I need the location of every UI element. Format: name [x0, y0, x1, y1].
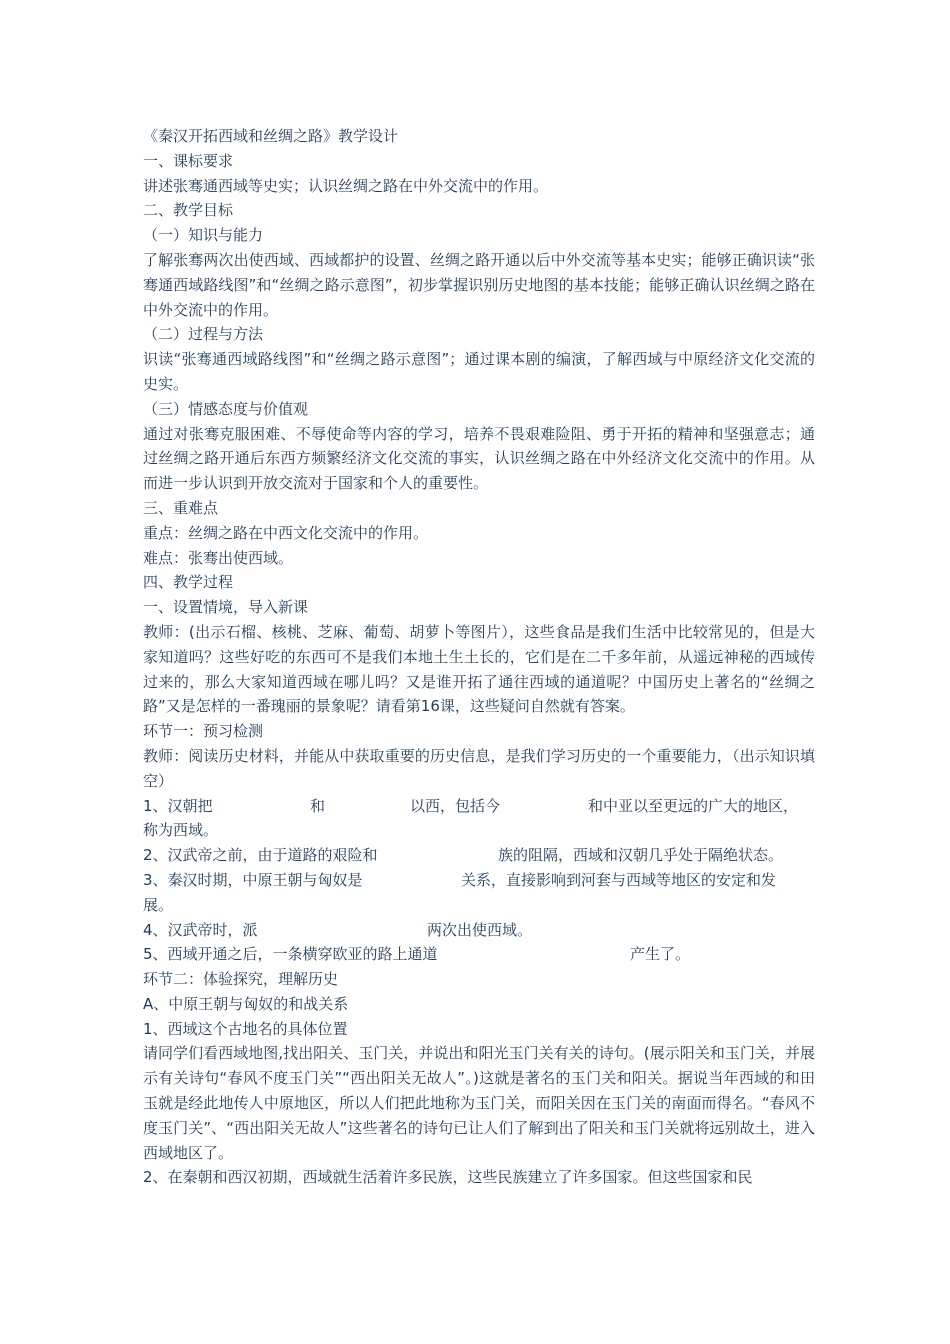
- q4-part-a: 4、汉武帝时，派: [143, 920, 258, 939]
- q4-part-b: 两次出使西域。: [427, 920, 533, 939]
- q1-part-d: 和中亚以至更远的广大的地区，: [588, 796, 799, 815]
- q3-part-b: 关系，直接影响到河套与西域等地区的安定和发: [461, 870, 777, 889]
- q1-part-b: 和: [310, 796, 326, 815]
- link-heading-preview: 环节一：预习检测: [143, 722, 264, 741]
- part-a-item-2-paragraph: 2、在秦朝和西汉初期，西域就生活着许多民族，这些民族建立了许多国家。但这些国家和民: [143, 1168, 753, 1187]
- fill-question-2: [143, 843, 815, 868]
- q5-part-a: 5、西域开通之后，一条横穿欧亚的路上通道: [143, 945, 438, 964]
- curriculum-text: 讲述张骞通西域等史实；认识丝绸之路在中外交流中的作用。: [143, 176, 549, 195]
- step-heading-intro: 一、设置情境，导入新课: [143, 598, 309, 617]
- key-point-text: 重点：丝绸之路在中西文化交流中的作用。: [143, 523, 429, 542]
- section-heading-process: 四、教学过程: [143, 573, 234, 592]
- subheading-knowledge: （一）知识与能力: [143, 226, 264, 245]
- q5-part-b: 产生了。: [630, 945, 691, 964]
- process-paragraph: 识读“张骞通西域路线图”和“丝绸之路示意图”；通过课本剧的编演，了解西域与中原经济文化交流的史实。: [143, 350, 815, 393]
- fill-question-3: [143, 868, 815, 918]
- section-heading-key-points: 三、重难点: [143, 498, 219, 517]
- preview-paragraph: 教师：阅读历史材料，并能从中获取重要的历史信息，是我们学习历史的一个重要能力，（出示知识填空）: [143, 746, 815, 790]
- q2-part-a: 2、汉武帝之前，由于道路的艰险和: [143, 846, 378, 865]
- fill-question-1: [143, 794, 815, 844]
- q1-part-e: 称为西域。: [143, 821, 219, 840]
- section-heading-curriculum: 一、课标要求: [143, 151, 234, 170]
- q1-part-c: 以西，包括今: [410, 796, 501, 815]
- q3-part-c: 展。: [143, 895, 174, 914]
- difficult-point-text: 难点：张骞出使西域。: [143, 548, 294, 567]
- intro-paragraph: 教师：(出示石榴、核桃、芝麻、葡萄、胡萝卜等图片），这些食品是我们生活中比较常见的，但是大家知道吗？这些好吃的东西可不是我们本地土生土长的，它们是在二千多年前，从遥远神秘的西域传过来的，那么大家知道西域在哪儿吗？又是谁开拓了通往西域的通道呢？中国历史上著名的“丝绸之路”又是怎样的一番瑰丽的景象呢？请看第16课，这些疑问自然就有答案。: [143, 622, 815, 716]
- section-heading-objectives: 二、教学目标: [143, 201, 234, 220]
- document-page: [143, 124, 815, 1190]
- link-heading-explore: 环节二：体验探究，理解历史: [143, 970, 339, 989]
- part-a-item-1: 1、西域这个古地名的具体位置: [143, 1019, 348, 1038]
- q1-part-a: 1、汉朝把: [143, 796, 213, 815]
- subheading-values: （三）情感态度与价值观: [143, 399, 309, 418]
- q3-part-a: 3、秦汉时期，中原王朝与匈奴是: [143, 870, 363, 889]
- document-title: 《秦汉开拓西域和丝绸之路》教学设计: [143, 127, 399, 145]
- fill-question-4: [143, 918, 815, 943]
- part-a-item-1-paragraph: 请同学们看西域地图,找出阳关、玉门关，并说出和阳光玉门关有关的诗句。(展示阳关和玉门关，并展示有关诗句“春风不度玉门关”“西出阳关无故人”。)这就是著名的玉门关和阳关。据说当年西域的和田玉就是经此地传人中原地区，所以人们把此地称为玉门关，而阳关因在玉门关的南面而得名。“春风不度玉门关”、“西出阳关无故人”这些著名的诗句已让人们了解到出了阳关和玉门关就将远别故土，进入西域地区了。: [143, 1044, 815, 1162]
- fill-question-5: [143, 942, 815, 967]
- subheading-process: （二）过程与方法: [143, 325, 264, 344]
- q2-part-b: 族的阻隔，西域和汉朝几乎处于隔绝状态。: [498, 846, 784, 865]
- knowledge-paragraph: 了解张骞两次出使西域、西域都护的设置、丝绸之路开通以后中外交流等基本史实；能够正确识读“张骞通西域路线图”和“丝绸之路示意图”，初步掌握识别历史地图的基本技能；能够正确认识丝绸之路在中外交流中的作用。: [143, 250, 815, 319]
- values-paragraph: 通过对张骞克服困难、不辱使命等内容的学习，培养不畏艰难险阻、勇于开拓的精神和坚强意志；通过丝绸之路开通后东西方频繁经济文化交流的事实，认识丝绸之路在中外经济文化交流中的作用。从而进一步认识到开放交流对于国家和个人的重要性。: [143, 424, 815, 493]
- part-a-heading: A、中原王朝与匈奴的和战关系: [143, 994, 349, 1013]
